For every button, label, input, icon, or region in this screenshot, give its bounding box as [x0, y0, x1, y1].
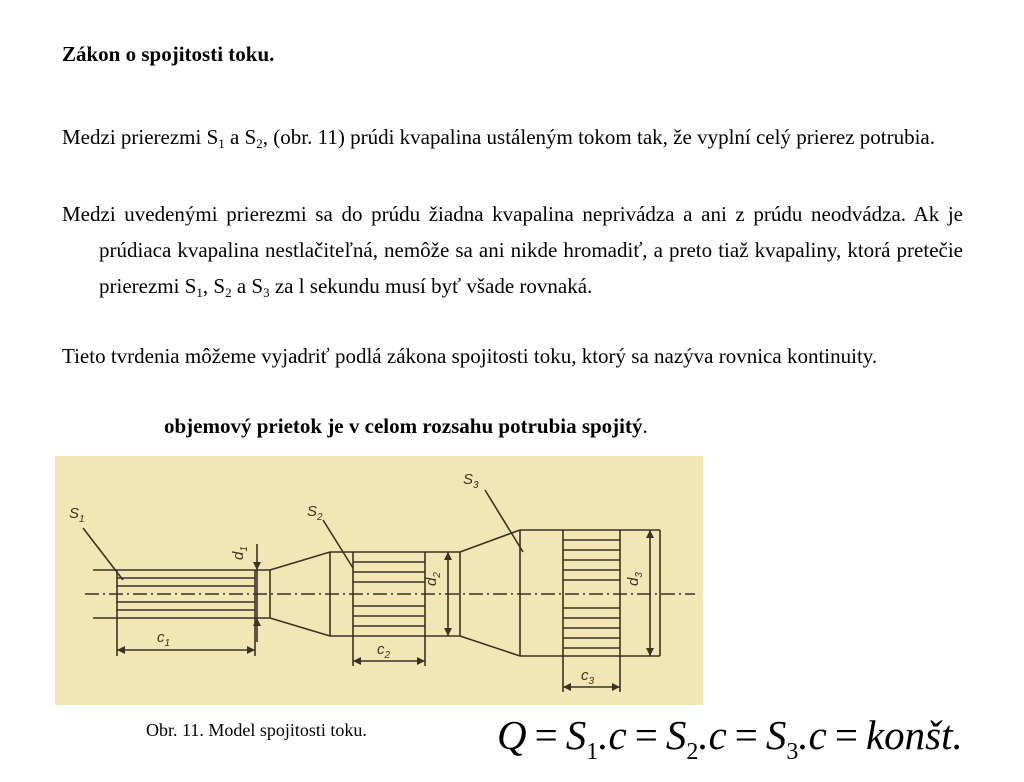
label-c1: $c_1$ — [157, 629, 171, 649]
label-c3: $c_3$ — [581, 667, 595, 687]
emphasis-period: . — [642, 414, 648, 438]
label-s3: $S_3$ — [463, 471, 479, 491]
para1-text-1: Medzi prierezmi S — [62, 125, 219, 149]
paragraph-3 — [62, 338, 963, 374]
continuity-equation — [497, 705, 963, 782]
para3-text: Tieto tvrdenia môžeme vyjadriť podlá zákona spojitosti toku, ktorý sa nazýva rovnica kontinuity. — [62, 344, 878, 368]
para2-text-1: Medzi uvedenými prierezmi sa do prúdu žiadna kvapalina neprivádza a ani z prúdu neodvádza. Ak je prúdiaca kvapalina nestlačiteľná, nemôže sa ani nikde hromadiť, a preto tiaž kvapaliny, ktorá pretečie prierezmi S — [62, 202, 963, 298]
para1-sub-2: 2 — [256, 136, 263, 151]
formula-q: Q — [497, 712, 527, 758]
para2-text-2: , S — [202, 274, 226, 298]
para1-text-3: , (obr. 11) prúdi kvapalina ustáleným tokom tak, že vyplní celý prierez potrubia. — [262, 125, 935, 149]
emphasis-text: objemový prietok je v celom rozsahu potrubia spojitý — [164, 414, 643, 438]
formula-eq-2: = — [634, 712, 658, 758]
formula-eq-3: = — [734, 712, 758, 758]
paragraph-2 — [62, 196, 963, 304]
formula-s2: S — [665, 712, 687, 758]
formula-c-2: .c — [698, 712, 727, 758]
formula-sub-2: 2 — [686, 739, 699, 765]
para2-text-3: a S — [231, 274, 264, 298]
formula-s3: S — [765, 712, 787, 758]
paragraph-1 — [62, 119, 963, 155]
para2-sub-1: 1 — [196, 285, 203, 300]
label-s2: $S_2$ — [307, 503, 323, 523]
para2-sub-2: 2 — [225, 285, 232, 300]
formula-const: konšt. — [865, 712, 963, 758]
label-d2: $d_2$ — [423, 572, 443, 586]
formula-s1: S — [565, 712, 587, 758]
label-s1: $S_1$ — [69, 505, 85, 525]
label-c2: $c_2$ — [377, 641, 391, 661]
para2-text-4: za l sekundu musí byť všade rovnaká. — [269, 274, 593, 298]
figure-caption: Obr. 11. Model spojitosti toku. — [146, 720, 367, 740]
formula-eq-1: = — [534, 712, 558, 758]
pipe-diagram-figure — [55, 456, 703, 705]
para2-sub-3: 3 — [263, 285, 270, 300]
label-d3: $d_3$ — [625, 572, 645, 586]
emphasis-statement — [164, 414, 648, 439]
label-d1: $d_1$ — [230, 546, 250, 560]
formula-sub-1: 1 — [586, 739, 599, 765]
section-heading: Zákon o spojitosti toku. — [62, 42, 275, 66]
formula-c-3: .c — [798, 712, 827, 758]
pipe-diagram — [55, 456, 703, 705]
para1-text-2: a S — [224, 125, 257, 149]
formula-c-1: .c — [598, 712, 627, 758]
formula-sub-3: 3 — [786, 739, 799, 765]
formula-eq-4: = — [834, 712, 858, 758]
para1-sub-1: 1 — [218, 136, 225, 151]
